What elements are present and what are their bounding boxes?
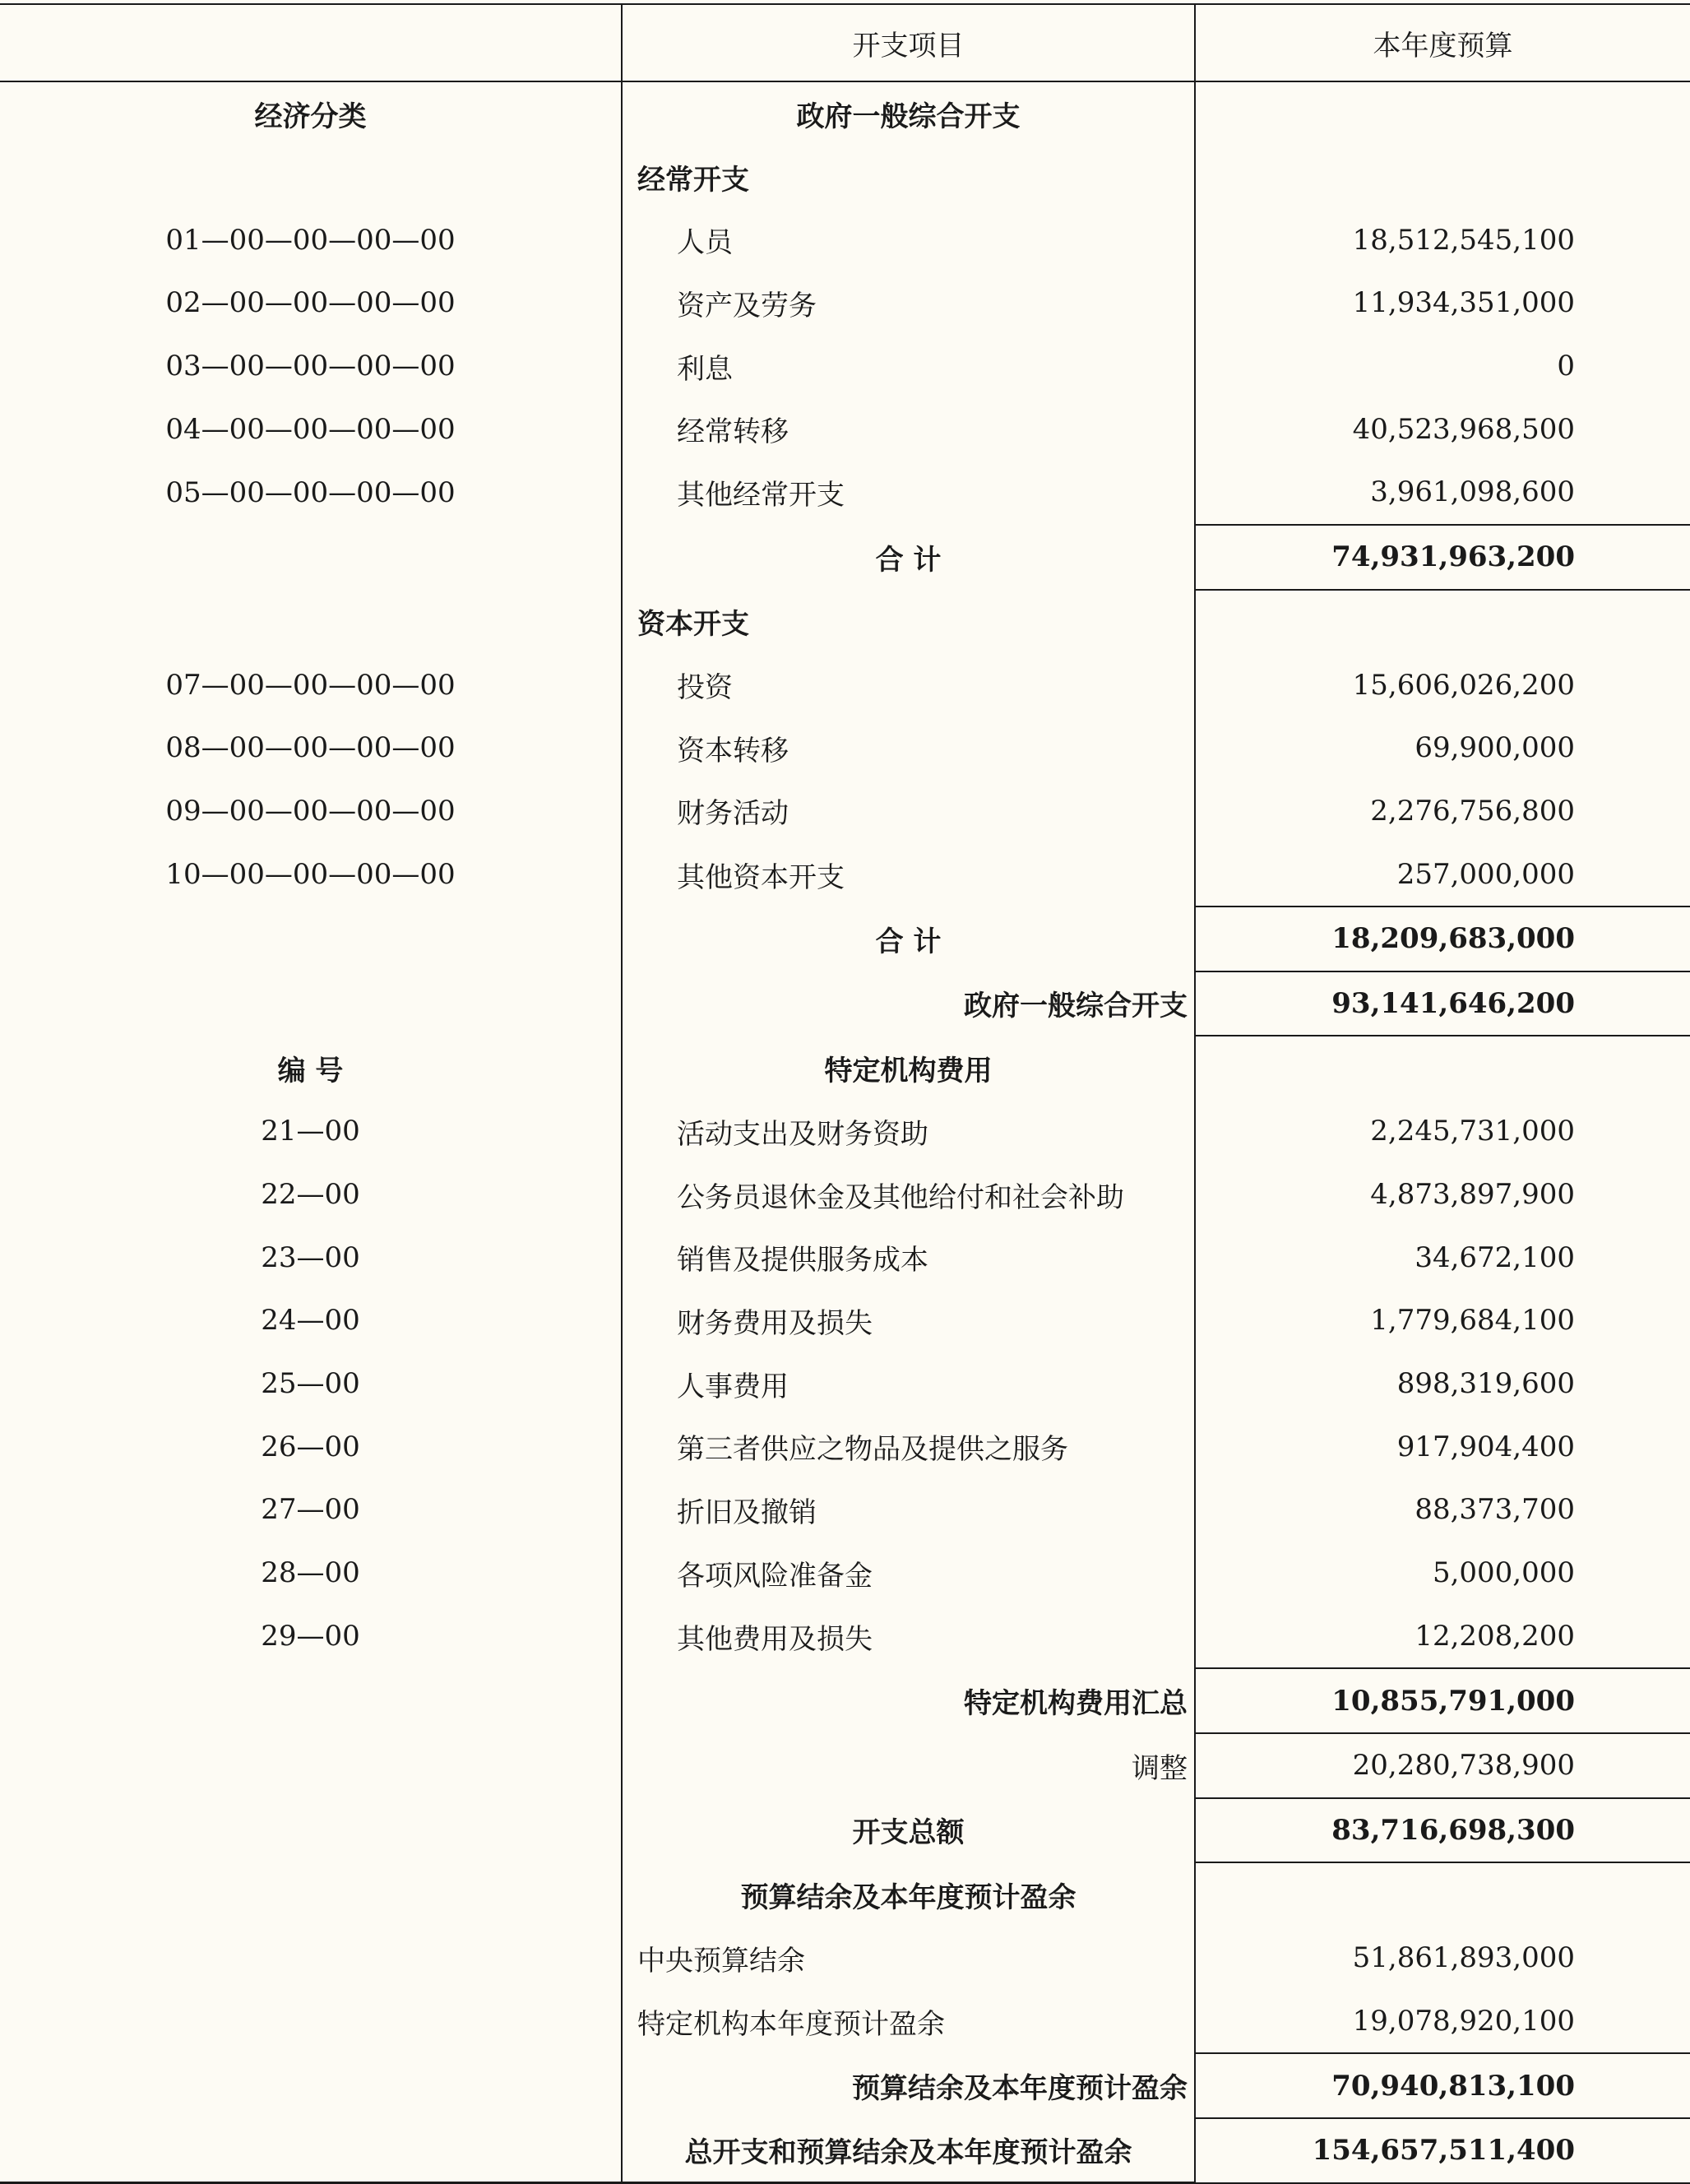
- row-amount: [1195, 146, 1690, 209]
- row-item: 总开支和预算结余及本年度预计盈余: [622, 2118, 1195, 2183]
- row-item: 销售及提供服务成本: [622, 1226, 1195, 1289]
- row-item: 活动支出及财务资助: [622, 1100, 1195, 1163]
- row-code: 28—00: [261, 1556, 360, 1590]
- row-code: [0, 1733, 622, 1798]
- row-amount: 19,078,920,100: [1195, 1990, 1690, 2054]
- row-code: 01—00—00—00—00: [165, 223, 456, 257]
- row-code: [0, 146, 622, 209]
- row-code: [0, 1927, 622, 1990]
- row-code: [0, 1668, 622, 1733]
- table-row: [0, 1415, 1690, 1478]
- table-row: [0, 1352, 1690, 1416]
- row-amount: 917,904,400: [1195, 1415, 1690, 1478]
- row-code: 23—00: [261, 1240, 360, 1274]
- row-amount: [1195, 1862, 1690, 1927]
- row-code: 编 号: [277, 1054, 344, 1087]
- row-amount: 74,931,963,200: [1195, 525, 1690, 590]
- header-item: 开支项目: [622, 4, 1195, 81]
- table-row: [0, 1226, 1690, 1289]
- table-row: [0, 971, 1690, 1036]
- row-amount: 154,657,511,400: [1195, 2118, 1690, 2183]
- row-amount: 5,000,000: [1195, 1542, 1690, 1605]
- row-code: [0, 2053, 622, 2118]
- row-amount: 88,373,700: [1195, 1478, 1690, 1542]
- row-item: 人员: [622, 208, 1195, 271]
- row-item: 调整: [622, 1733, 1195, 1798]
- row-amount: 898,319,600: [1195, 1352, 1690, 1416]
- table-row: [0, 335, 1690, 398]
- row-amount: 70,940,813,100: [1195, 2053, 1690, 2118]
- row-item: 其他费用及损失: [622, 1605, 1195, 1669]
- row-amount: 4,873,897,900: [1195, 1163, 1690, 1226]
- row-item: 人事费用: [622, 1352, 1195, 1416]
- table-row: [0, 590, 1690, 654]
- row-item: 第三者供应之物品及提供之服务: [622, 1415, 1195, 1478]
- table-row: [0, 525, 1690, 590]
- table-row: [0, 146, 1690, 209]
- row-code: [0, 2118, 622, 2183]
- row-amount: 93,141,646,200: [1195, 971, 1690, 1036]
- row-code: 22—00: [261, 1178, 360, 1212]
- row-code: 经济分类: [254, 100, 367, 133]
- row-amount: 34,672,100: [1195, 1226, 1690, 1289]
- row-item: 合 计: [622, 907, 1195, 971]
- table-row: [0, 2118, 1690, 2183]
- table-row: [0, 842, 1690, 907]
- row-amount: 40,523,968,500: [1195, 397, 1690, 461]
- row-amount: 12,208,200: [1195, 1605, 1690, 1669]
- row-item: 预算结余及本年度预计盈余: [622, 2053, 1195, 2118]
- row-item: 折旧及撤销: [622, 1478, 1195, 1542]
- row-item: 资本开支: [622, 590, 1195, 654]
- table-row: [0, 461, 1690, 525]
- table-row: [0, 81, 1690, 146]
- table-row: [0, 397, 1690, 461]
- table-row: [0, 208, 1690, 271]
- row-item: 中央预算结余: [622, 1927, 1195, 1990]
- row-code: [0, 525, 622, 590]
- row-item: 特定机构本年度预计盈余: [622, 1990, 1195, 2054]
- table-row: [0, 1733, 1690, 1798]
- row-amount: [1195, 81, 1690, 146]
- row-item: 投资: [622, 653, 1195, 716]
- header-col1: [0, 4, 622, 81]
- row-amount: 3,961,098,600: [1195, 461, 1690, 525]
- row-amount: 51,861,893,000: [1195, 1927, 1690, 1990]
- row-item: 政府一般综合开支: [622, 971, 1195, 1036]
- row-code: 05—00—00—00—00: [165, 475, 456, 509]
- row-item: 其他经常开支: [622, 461, 1195, 525]
- row-code: 07—00—00—00—00: [165, 668, 456, 702]
- row-item: 预算结余及本年度预计盈余: [622, 1862, 1195, 1927]
- budget-table: [0, 3, 1690, 2184]
- row-amount: 15,606,026,200: [1195, 653, 1690, 716]
- table-body: [0, 81, 1690, 2183]
- table-row: [0, 1862, 1690, 1927]
- row-code: 25—00: [261, 1367, 360, 1401]
- row-item: 财务费用及损失: [622, 1289, 1195, 1352]
- table-row: [0, 1163, 1690, 1226]
- row-amount: 69,900,000: [1195, 716, 1690, 780]
- row-code: [0, 907, 622, 971]
- table-row: [0, 1478, 1690, 1542]
- row-item: 开支总额: [622, 1798, 1195, 1863]
- row-code: 02—00—00—00—00: [165, 286, 456, 320]
- row-item: 合 计: [622, 525, 1195, 590]
- row-item: 经常开支: [622, 146, 1195, 209]
- row-code: 09—00—00—00—00: [165, 794, 456, 828]
- row-code: [0, 1990, 622, 2054]
- row-code: [0, 590, 622, 654]
- row-code: [0, 971, 622, 1036]
- row-amount: 83,716,698,300: [1195, 1798, 1690, 1863]
- row-item: 公务员退休金及其他给付和社会补助: [622, 1163, 1195, 1226]
- table-header: [0, 4, 1690, 81]
- row-item: 各项风险准备金: [622, 1542, 1195, 1605]
- row-code: 24—00: [261, 1304, 360, 1338]
- row-item: 资本转移: [622, 716, 1195, 780]
- table-row: [0, 1927, 1690, 1990]
- row-amount: 257,000,000: [1195, 842, 1690, 907]
- table-row: [0, 716, 1690, 780]
- row-item: 其他资本开支: [622, 842, 1195, 907]
- row-amount: 18,209,683,000: [1195, 907, 1690, 971]
- row-code: 04—00—00—00—00: [165, 412, 456, 446]
- row-code: 27—00: [261, 1493, 360, 1527]
- row-item: 经常转移: [622, 397, 1195, 461]
- table-row: [0, 1990, 1690, 2054]
- table-row: [0, 271, 1690, 335]
- row-item: 利息: [622, 335, 1195, 398]
- row-item: 资产及劳务: [622, 271, 1195, 335]
- row-code: [0, 1862, 622, 1927]
- row-amount: 2,245,731,000: [1195, 1100, 1690, 1163]
- row-item: 政府一般综合开支: [622, 81, 1195, 146]
- row-amount: 1,779,684,100: [1195, 1289, 1690, 1352]
- row-code: 29—00: [261, 1620, 360, 1653]
- table-row: [0, 653, 1690, 716]
- table-row: [0, 2053, 1690, 2118]
- table-row: [0, 1100, 1690, 1163]
- row-code: 26—00: [261, 1430, 360, 1463]
- row-item: 特定机构费用: [622, 1036, 1195, 1100]
- row-code: 10—00—00—00—00: [165, 858, 456, 892]
- row-amount: 20,280,738,900: [1195, 1733, 1690, 1798]
- row-amount: 18,512,545,100: [1195, 208, 1690, 271]
- row-code: [0, 1798, 622, 1863]
- row-code: 03—00—00—00—00: [165, 350, 456, 383]
- table-row: [0, 1605, 1690, 1669]
- row-code: 08—00—00—00—00: [165, 731, 456, 765]
- row-amount: [1195, 1036, 1690, 1100]
- table-row: [0, 1289, 1690, 1352]
- row-amount: 10,855,791,000: [1195, 1668, 1690, 1733]
- row-item: 财务活动: [622, 780, 1195, 843]
- row-item: 特定机构费用汇总: [622, 1668, 1195, 1733]
- table-row: [0, 907, 1690, 971]
- row-amount: 11,934,351,000: [1195, 271, 1690, 335]
- row-amount: [1195, 590, 1690, 654]
- row-amount: 0: [1195, 335, 1690, 398]
- table-row: [0, 780, 1690, 843]
- table-row: [0, 1542, 1690, 1605]
- row-code: 21—00: [261, 1115, 360, 1148]
- table-row: [0, 1668, 1690, 1733]
- table-row: [0, 1798, 1690, 1863]
- table-row: [0, 1036, 1690, 1100]
- row-amount: 2,276,756,800: [1195, 780, 1690, 843]
- header-amount: 本年度预算: [1195, 4, 1690, 81]
